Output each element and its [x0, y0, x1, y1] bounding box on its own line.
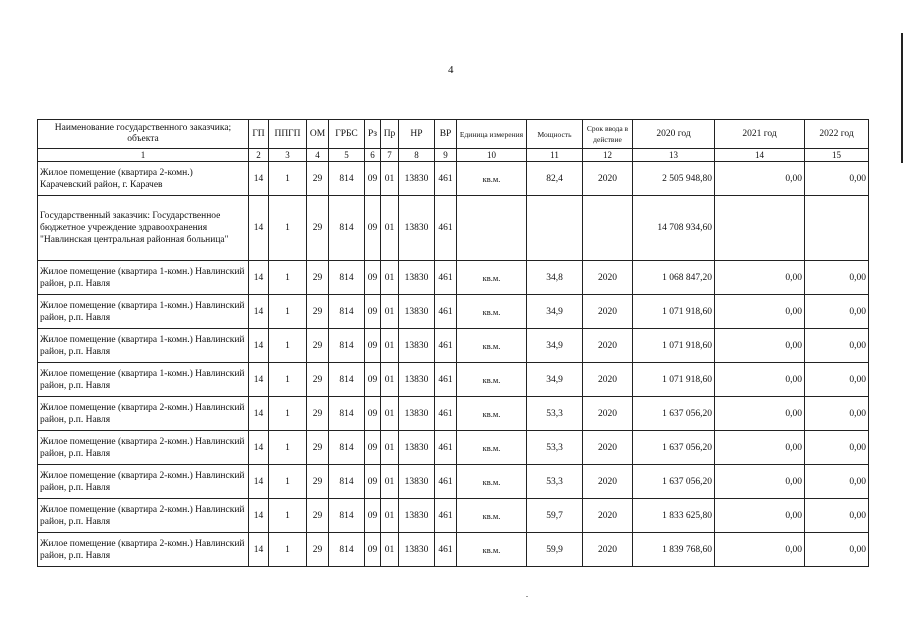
cell-vr: 461 [435, 363, 457, 397]
cell-y2021: 0,00 [715, 499, 805, 533]
column-number: 5 [329, 149, 365, 162]
cell-y2020: 1 071 918,60 [633, 363, 715, 397]
cell-y2021: 0,00 [715, 431, 805, 465]
cell-vr: 461 [435, 533, 457, 567]
cell-deadline [583, 196, 633, 261]
cell-capacity: 34,9 [527, 295, 583, 329]
cell-ppgp: 1 [269, 465, 307, 499]
cell-pr: 01 [381, 162, 399, 196]
cell-y2021: 0,00 [715, 295, 805, 329]
cell-rz: 09 [365, 431, 381, 465]
cell-pr: 01 [381, 261, 399, 295]
cell-deadline: 2020 [583, 261, 633, 295]
cell-grbs: 814 [329, 162, 365, 196]
cell-om: 29 [307, 533, 329, 567]
cell-grbs: 814 [329, 397, 365, 431]
cell-np: 13830 [399, 261, 435, 295]
cell-rz: 09 [365, 533, 381, 567]
header-rz: Рз [365, 120, 381, 149]
table-row [38, 465, 869, 499]
table-row [38, 363, 869, 397]
column-number: 2 [249, 149, 269, 162]
cell-capacity: 34,8 [527, 261, 583, 295]
cell-y2020: 1 637 056,20 [633, 465, 715, 499]
cell-y2020: 1 071 918,60 [633, 329, 715, 363]
cell-name: Жилое помещение (квартира 1-комн.) Навлинский район, р.п. Навля [38, 329, 249, 363]
cell-vr: 461 [435, 196, 457, 261]
column-number: 14 [715, 149, 805, 162]
cell-y2020: 1 637 056,20 [633, 431, 715, 465]
cell-vr: 461 [435, 295, 457, 329]
cell-vr: 461 [435, 499, 457, 533]
cell-ppgp: 1 [269, 397, 307, 431]
cell-rz: 09 [365, 329, 381, 363]
customer-row [38, 196, 869, 261]
column-number: 10 [457, 149, 527, 162]
cell-gp: 14 [249, 162, 269, 196]
cell-rz: 09 [365, 261, 381, 295]
scan-edge-line [901, 33, 903, 163]
cell-y2020: 14 708 934,60 [633, 196, 715, 261]
cell-om: 29 [307, 162, 329, 196]
cell-pr: 01 [381, 431, 399, 465]
cell-rz: 09 [365, 397, 381, 431]
cell-capacity: 53,3 [527, 431, 583, 465]
cell-rz: 09 [365, 465, 381, 499]
cell-y2020: 1 833 625,80 [633, 499, 715, 533]
cell-gp: 14 [249, 329, 269, 363]
budget-table [37, 119, 869, 567]
cell-deadline: 2020 [583, 363, 633, 397]
cell-unit: кв.м. [457, 363, 527, 397]
cell-y2022: 0,00 [805, 329, 869, 363]
cell-om: 29 [307, 329, 329, 363]
cell-np: 13830 [399, 533, 435, 567]
cell-capacity: 59,9 [527, 533, 583, 567]
cell-pr: 01 [381, 397, 399, 431]
cell-vr: 461 [435, 261, 457, 295]
cell-unit: кв.м. [457, 499, 527, 533]
cell-name: Государственный заказчик: Государственное бюджетное учреждение здравоохранения "Навлинская центральная районная больница" [38, 196, 249, 261]
cell-deadline: 2020 [583, 431, 633, 465]
cell-y2021: 0,00 [715, 329, 805, 363]
column-number: 9 [435, 149, 457, 162]
cell-name: Жилое помещение (квартира 1-комн.) Навлинский район, р.п. Навля [38, 363, 249, 397]
cell-capacity: 34,9 [527, 329, 583, 363]
cell-name: Жилое помещение (квартира 2-комн.) Карачевский район, г. Карачев [38, 162, 249, 196]
header-2022: 2022 год [805, 120, 869, 149]
cell-om: 29 [307, 261, 329, 295]
cell-ppgp: 1 [269, 329, 307, 363]
cell-unit [457, 196, 527, 261]
column-number-row [38, 149, 869, 162]
cell-grbs: 814 [329, 261, 365, 295]
cell-pr: 01 [381, 196, 399, 261]
header-gp: ГП [249, 120, 269, 149]
cell-pr: 01 [381, 533, 399, 567]
cell-gp: 14 [249, 533, 269, 567]
header-deadline: Срок ввода в действие [583, 120, 633, 149]
header-np: НР [399, 120, 435, 149]
cell-unit: кв.м. [457, 261, 527, 295]
cell-unit: кв.м. [457, 533, 527, 567]
header-ppgp: ППГП [269, 120, 307, 149]
cell-om: 29 [307, 295, 329, 329]
cell-capacity: 59,7 [527, 499, 583, 533]
cell-grbs: 814 [329, 499, 365, 533]
cell-om: 29 [307, 196, 329, 261]
cell-ppgp: 1 [269, 295, 307, 329]
cell-np: 13830 [399, 397, 435, 431]
cell-vr: 461 [435, 397, 457, 431]
cell-grbs: 814 [329, 533, 365, 567]
cell-pr: 01 [381, 363, 399, 397]
cell-rz: 09 [365, 162, 381, 196]
column-number: 12 [583, 149, 633, 162]
cell-rz: 09 [365, 499, 381, 533]
column-number: 11 [527, 149, 583, 162]
cell-gp: 14 [249, 465, 269, 499]
cell-om: 29 [307, 499, 329, 533]
cell-deadline: 2020 [583, 397, 633, 431]
table-row [38, 162, 869, 196]
cell-y2021: 0,00 [715, 533, 805, 567]
cell-name: Жилое помещение (квартира 2-комн.) Навлинский район, р.п. Навля [38, 431, 249, 465]
cell-gp: 14 [249, 196, 269, 261]
cell-pr: 01 [381, 499, 399, 533]
header-name: Наименование государственного заказчика; объекта [38, 120, 249, 149]
cell-y2022: 0,00 [805, 162, 869, 196]
cell-unit: кв.м. [457, 329, 527, 363]
cell-y2020: 1 637 056,20 [633, 397, 715, 431]
cell-y2021 [715, 196, 805, 261]
cell-np: 13830 [399, 465, 435, 499]
cell-om: 29 [307, 465, 329, 499]
cell-capacity: 34,9 [527, 363, 583, 397]
header-om: ОМ [307, 120, 329, 149]
header-2020: 2020 год [633, 120, 715, 149]
cell-np: 13830 [399, 431, 435, 465]
header-pr: Пр [381, 120, 399, 149]
cell-pr: 01 [381, 295, 399, 329]
cell-np: 13830 [399, 363, 435, 397]
cell-deadline: 2020 [583, 329, 633, 363]
table-row [38, 533, 869, 567]
table-row [38, 329, 869, 363]
cell-ppgp: 1 [269, 162, 307, 196]
cell-name: Жилое помещение (квартира 1-комн.) Навлинский район, р.п. Навля [38, 295, 249, 329]
column-number: 1 [38, 149, 249, 162]
cell-deadline: 2020 [583, 162, 633, 196]
cell-grbs: 814 [329, 465, 365, 499]
cell-vr: 461 [435, 465, 457, 499]
cell-unit: кв.м. [457, 431, 527, 465]
cell-y2020: 1 839 768,60 [633, 533, 715, 567]
cell-y2022 [805, 196, 869, 261]
cell-ppgp: 1 [269, 533, 307, 567]
header-vr: ВР [435, 120, 457, 149]
cell-gp: 14 [249, 363, 269, 397]
cell-pr: 01 [381, 329, 399, 363]
cell-name: Жилое помещение (квартира 1-комн.) Навлинский район, р.п. Навля [38, 261, 249, 295]
cell-name: Жилое помещение (квартира 2-комн.) Навлинский район, р.п. Навля [38, 465, 249, 499]
cell-np: 13830 [399, 499, 435, 533]
table-body [38, 149, 869, 567]
cell-unit: кв.м. [457, 295, 527, 329]
cell-gp: 14 [249, 261, 269, 295]
cell-np: 13830 [399, 162, 435, 196]
cell-name: Жилое помещение (квартира 2-комн.) Навлинский район, р.п. Навля [38, 533, 249, 567]
cell-vr: 461 [435, 329, 457, 363]
cell-grbs: 814 [329, 329, 365, 363]
cell-ppgp: 1 [269, 196, 307, 261]
column-number: 15 [805, 149, 869, 162]
cell-vr: 461 [435, 431, 457, 465]
column-number: 8 [399, 149, 435, 162]
cell-om: 29 [307, 431, 329, 465]
page-number: 4 [448, 64, 454, 76]
cell-grbs: 814 [329, 196, 365, 261]
cell-y2022: 0,00 [805, 499, 869, 533]
cell-deadline: 2020 [583, 533, 633, 567]
cell-y2020: 1 068 847,20 [633, 261, 715, 295]
cell-om: 29 [307, 363, 329, 397]
cell-unit: кв.м. [457, 465, 527, 499]
table-row [38, 261, 869, 295]
cell-deadline: 2020 [583, 465, 633, 499]
table-row [38, 295, 869, 329]
cell-np: 13830 [399, 329, 435, 363]
cell-unit: кв.м. [457, 397, 527, 431]
cell-ppgp: 1 [269, 261, 307, 295]
cell-y2021: 0,00 [715, 261, 805, 295]
cell-gp: 14 [249, 397, 269, 431]
table-row [38, 431, 869, 465]
column-number: 3 [269, 149, 307, 162]
cell-grbs: 814 [329, 431, 365, 465]
cell-y2022: 0,00 [805, 397, 869, 431]
column-number: 13 [633, 149, 715, 162]
cell-ppgp: 1 [269, 431, 307, 465]
cell-name: Жилое помещение (квартира 2-комн.) Навлинский район, р.п. Навля [38, 499, 249, 533]
cell-y2022: 0,00 [805, 533, 869, 567]
cell-om: 29 [307, 397, 329, 431]
cell-y2021: 0,00 [715, 162, 805, 196]
cell-name: Жилое помещение (квартира 2-комн.) Навлинский район, р.п. Навля [38, 397, 249, 431]
header-row [38, 120, 869, 149]
cell-pr: 01 [381, 465, 399, 499]
cell-capacity: 82,4 [527, 162, 583, 196]
cell-deadline: 2020 [583, 499, 633, 533]
cell-y2022: 0,00 [805, 295, 869, 329]
cell-y2022: 0,00 [805, 261, 869, 295]
cell-unit: кв.м. [457, 162, 527, 196]
cell-y2021: 0,00 [715, 397, 805, 431]
cell-gp: 14 [249, 499, 269, 533]
cell-capacity: 53,3 [527, 397, 583, 431]
cell-y2021: 0,00 [715, 465, 805, 499]
header-2021: 2021 год [715, 120, 805, 149]
column-number: 7 [381, 149, 399, 162]
header-unit: Единица измерения [457, 120, 527, 149]
table-row [38, 499, 869, 533]
cell-ppgp: 1 [269, 363, 307, 397]
cell-y2020: 2 505 948,80 [633, 162, 715, 196]
cell-rz: 09 [365, 363, 381, 397]
cell-rz: 09 [365, 295, 381, 329]
table-row [38, 397, 869, 431]
cell-rz: 09 [365, 196, 381, 261]
cell-y2022: 0,00 [805, 465, 869, 499]
cell-capacity: 53,3 [527, 465, 583, 499]
cell-gp: 14 [249, 431, 269, 465]
header-capacity: Мощность [527, 120, 583, 149]
cell-ppgp: 1 [269, 499, 307, 533]
cell-grbs: 814 [329, 363, 365, 397]
cell-gp: 14 [249, 295, 269, 329]
cell-np: 13830 [399, 196, 435, 261]
column-number: 4 [307, 149, 329, 162]
cell-np: 13830 [399, 295, 435, 329]
cell-y2022: 0,00 [805, 363, 869, 397]
cell-grbs: 814 [329, 295, 365, 329]
cell-deadline: 2020 [583, 295, 633, 329]
cell-vr: 461 [435, 162, 457, 196]
scan-speck [526, 596, 528, 597]
cell-capacity [527, 196, 583, 261]
cell-y2020: 1 071 918,60 [633, 295, 715, 329]
header-grbs: ГРБС [329, 120, 365, 149]
cell-y2022: 0,00 [805, 431, 869, 465]
cell-y2021: 0,00 [715, 363, 805, 397]
column-number: 6 [365, 149, 381, 162]
